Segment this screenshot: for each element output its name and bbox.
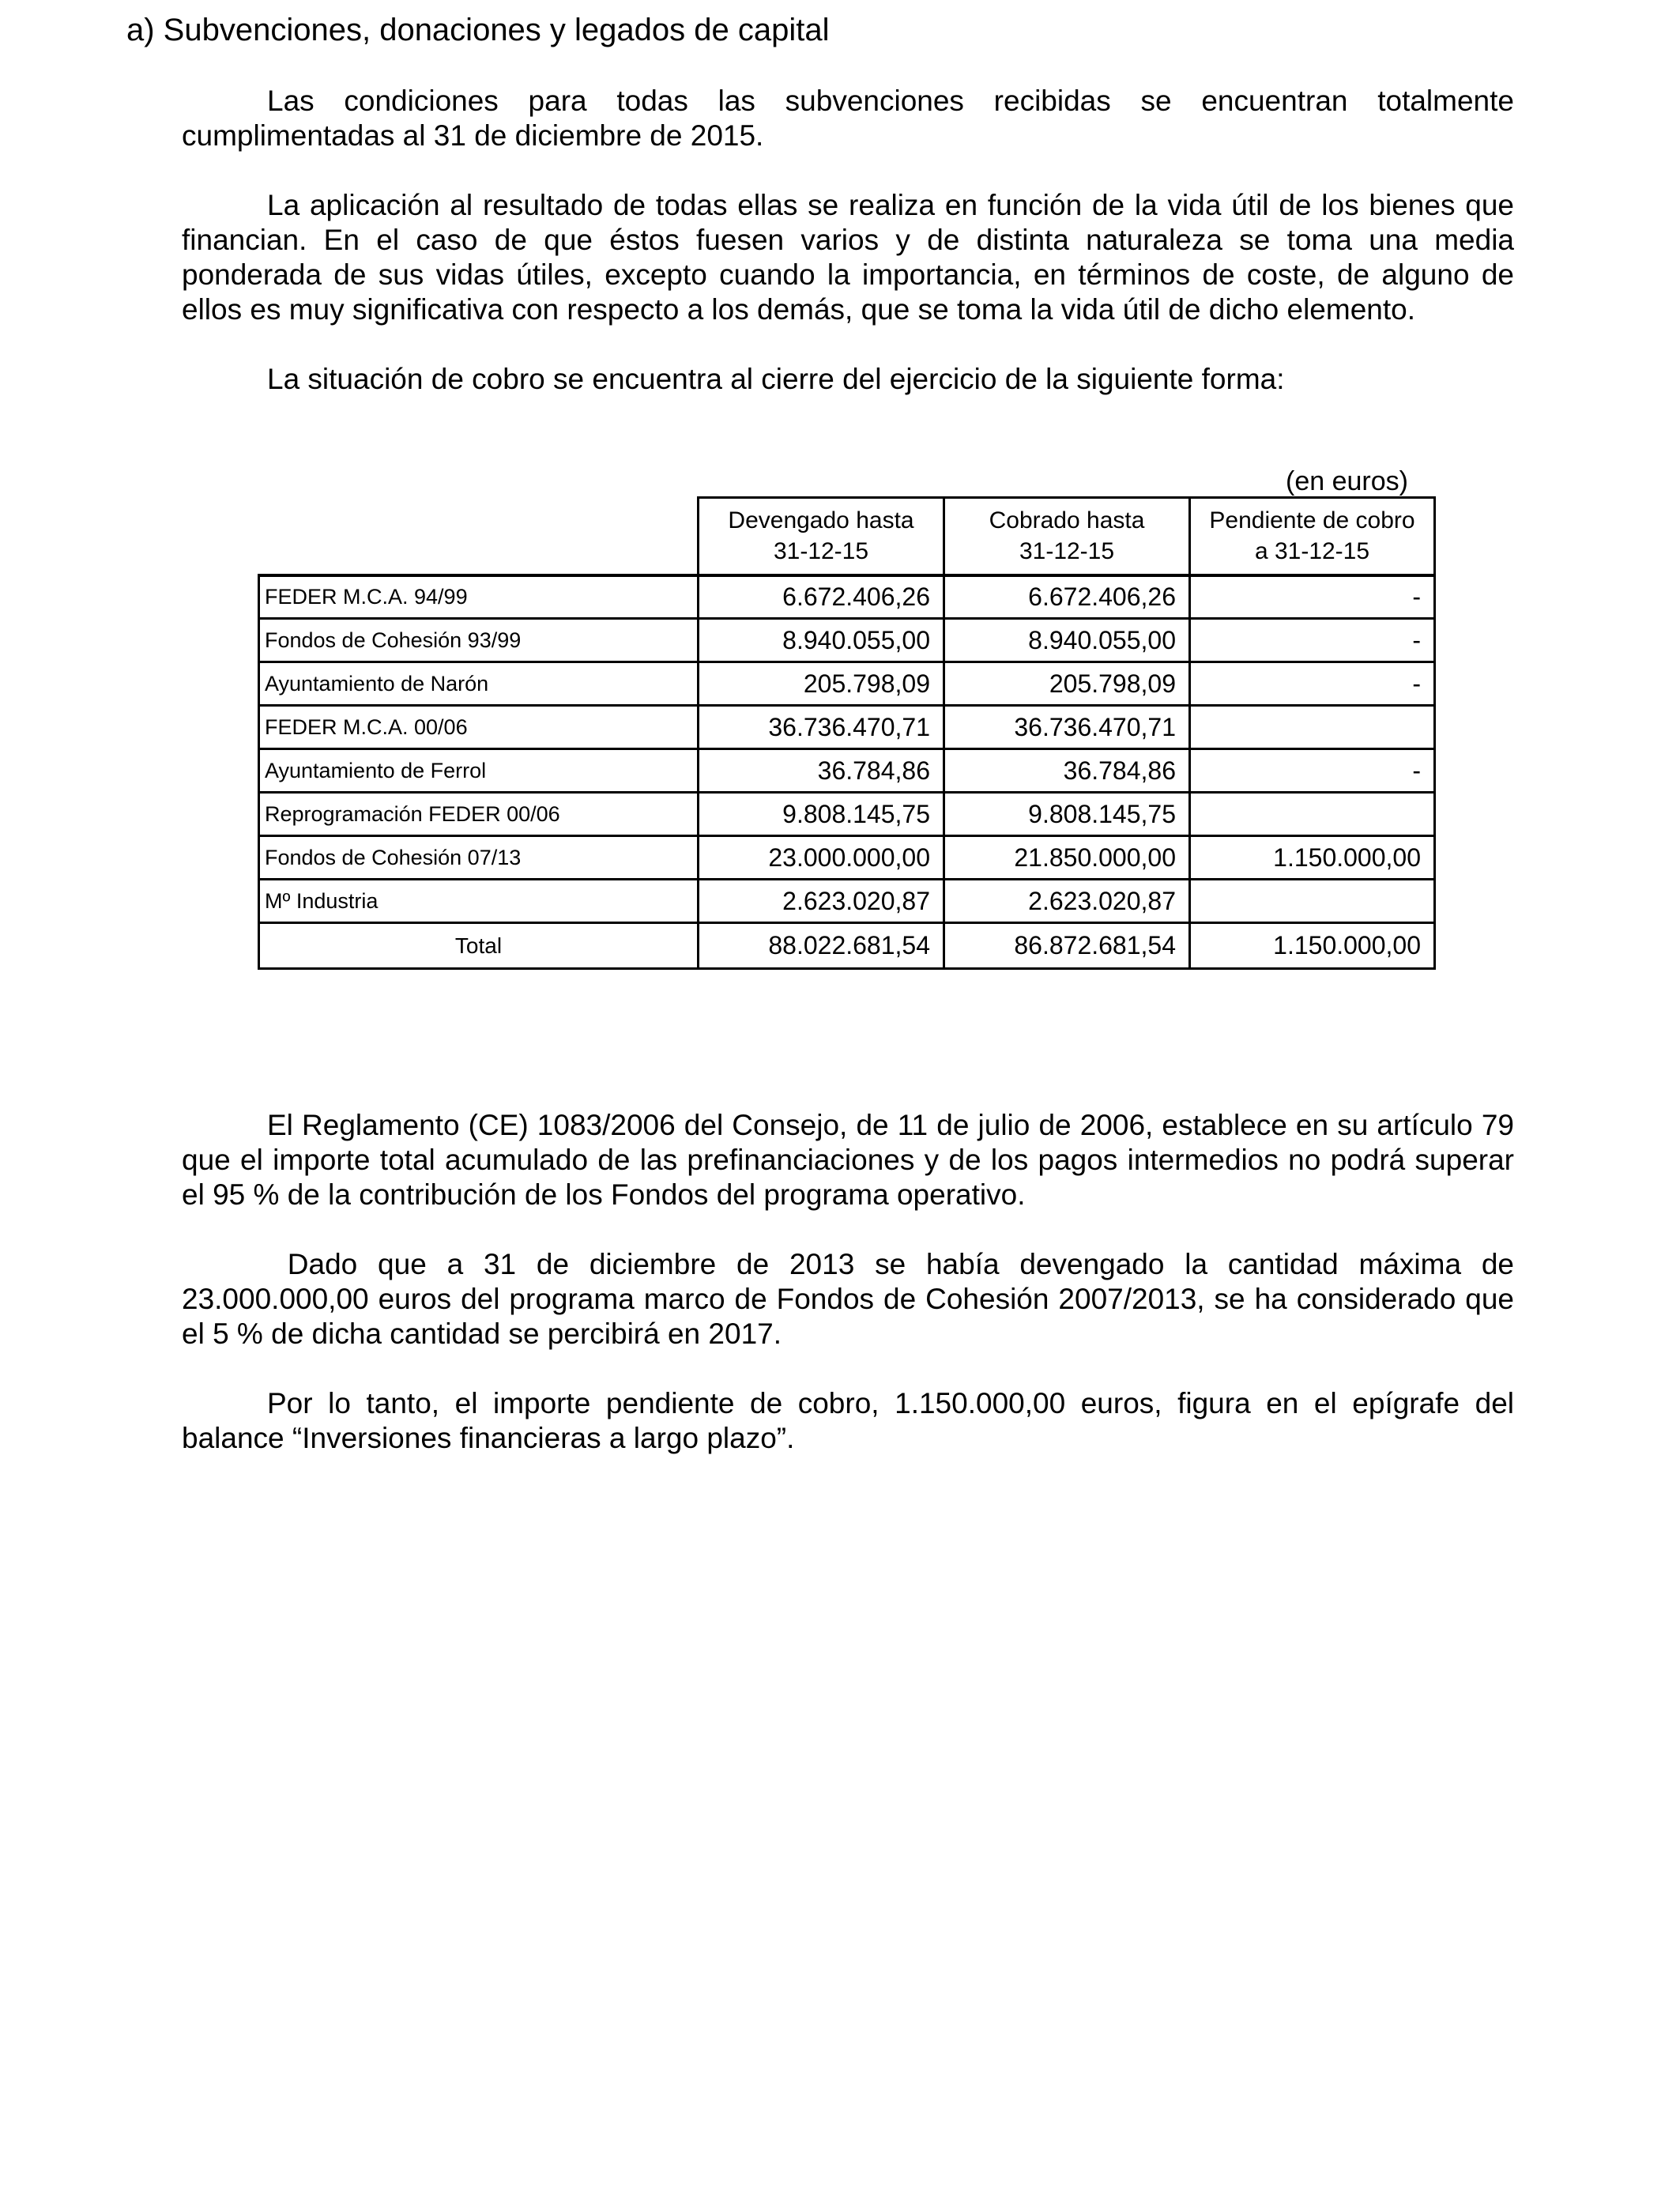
- cell-cobrado: 9.808.145,75: [944, 793, 1190, 836]
- table-row: [259, 749, 1435, 793]
- cell-pendiente: -: [1190, 619, 1435, 662]
- row-label: Reprogramación FEDER 00/06: [259, 793, 699, 836]
- cell-devengado: 9.808.145,75: [699, 793, 944, 836]
- cell-devengado: 8.940.055,00: [699, 619, 944, 662]
- table-row: [259, 880, 1435, 923]
- table-row: [259, 575, 1435, 619]
- header-cobrado: Cobrado hasta 31-12-15: [944, 498, 1190, 575]
- paragraph-conditions: Las condiciones para todas las subvenciones recibidas se encuentran totalmente cumplimentadas al 31 de diciembre de 2015.: [182, 85, 1514, 152]
- table-row: [259, 793, 1435, 836]
- row-label: Ayuntamiento de Ferrol: [259, 749, 699, 793]
- subsidies-table: [258, 496, 1436, 970]
- cell-pendiente: [1190, 706, 1435, 749]
- table-row: [259, 619, 1435, 662]
- table-row: [259, 662, 1435, 706]
- paragraph-pending-collection: Por lo tanto, el importe pendiente de cobro, 1.150.000,00 euros, figura en el epígrafe del balance “Inversiones financieras a largo plazo”.: [182, 1387, 1514, 1454]
- header-pendiente: Pendiente de cobro a 31-12-15: [1190, 498, 1435, 575]
- cell-cobrado: 2.623.020,87: [944, 880, 1190, 923]
- cell-pendiente: -: [1190, 662, 1435, 706]
- total-cobrado: 86.872.681,54: [944, 923, 1190, 969]
- header-blank-cell: [259, 498, 699, 575]
- row-label: FEDER M.C.A. 00/06: [259, 706, 699, 749]
- unit-note: (en euros): [1286, 466, 1408, 496]
- cell-devengado: 205.798,09: [699, 662, 944, 706]
- cell-pendiente: -: [1190, 575, 1435, 619]
- cell-devengado: 36.784,86: [699, 749, 944, 793]
- paragraph-cohesion-funds: Dado que a 31 de diciembre de 2013 se había devengado la cantidad máxima de 23.000.000,00 euros del programa marco de Fondos de Cohesión 2007/2013, se ha considerado que el 5 % de dicha cantidad se percibirá en 2017.: [182, 1248, 1514, 1350]
- table-header-row: [259, 498, 1435, 575]
- cell-cobrado: 205.798,09: [944, 662, 1190, 706]
- cell-pendiente: 1.150.000,00: [1190, 836, 1435, 880]
- cell-devengado: 36.736.470,71: [699, 706, 944, 749]
- total-pendiente: 1.150.000,00: [1190, 923, 1435, 969]
- section-heading: a) Subvenciones, donaciones y legados de capital: [126, 13, 830, 47]
- row-label: Mº Industria: [259, 880, 699, 923]
- paragraph-regulation: El Reglamento (CE) 1083/2006 del Consejo, de 11 de julio de 2006, establece en su artículo 79 que el importe total acumulado de las prefinanciaciones y de los pagos intermedios no podrá superar el 95 % de la contribución de los Fondos del programa operativo.: [182, 1109, 1514, 1211]
- table-total-row: [259, 923, 1435, 969]
- cell-pendiente: -: [1190, 749, 1435, 793]
- total-label: Total: [259, 923, 699, 969]
- total-devengado: 88.022.681,54: [699, 923, 944, 969]
- paragraph-application: La aplicación al resultado de todas ellas se realiza en función de la vida útil de los bienes que financian. En el caso de que éstos fuesen varios y de distinta naturaleza se toma una media ponderada de sus vidas útiles, excepto cuando la importancia, en términos de coste, de alguno de ellos es muy significativa con respecto a los demás, que se toma la vida útil de dicho elemento.: [182, 189, 1514, 326]
- row-label: Fondos de Cohesión 07/13: [259, 836, 699, 880]
- header-devengado: Devengado hasta 31-12-15: [699, 498, 944, 575]
- cell-pendiente: [1190, 880, 1435, 923]
- cell-cobrado: 6.672.406,26: [944, 575, 1190, 619]
- row-label: Fondos de Cohesión 93/99: [259, 619, 699, 662]
- row-label: Ayuntamiento de Narón: [259, 662, 699, 706]
- cell-pendiente: [1190, 793, 1435, 836]
- table-row: [259, 706, 1435, 749]
- cell-devengado: 23.000.000,00: [699, 836, 944, 880]
- paragraph-situation: La situación de cobro se encuentra al cierre del ejercicio de la siguiente forma:: [267, 363, 1285, 395]
- table-row: [259, 836, 1435, 880]
- cell-devengado: 6.672.406,26: [699, 575, 944, 619]
- cell-cobrado: 21.850.000,00: [944, 836, 1190, 880]
- cell-cobrado: 36.784,86: [944, 749, 1190, 793]
- cell-devengado: 2.623.020,87: [699, 880, 944, 923]
- row-label: FEDER M.C.A. 94/99: [259, 575, 699, 619]
- cell-cobrado: 36.736.470,71: [944, 706, 1190, 749]
- cell-cobrado: 8.940.055,00: [944, 619, 1190, 662]
